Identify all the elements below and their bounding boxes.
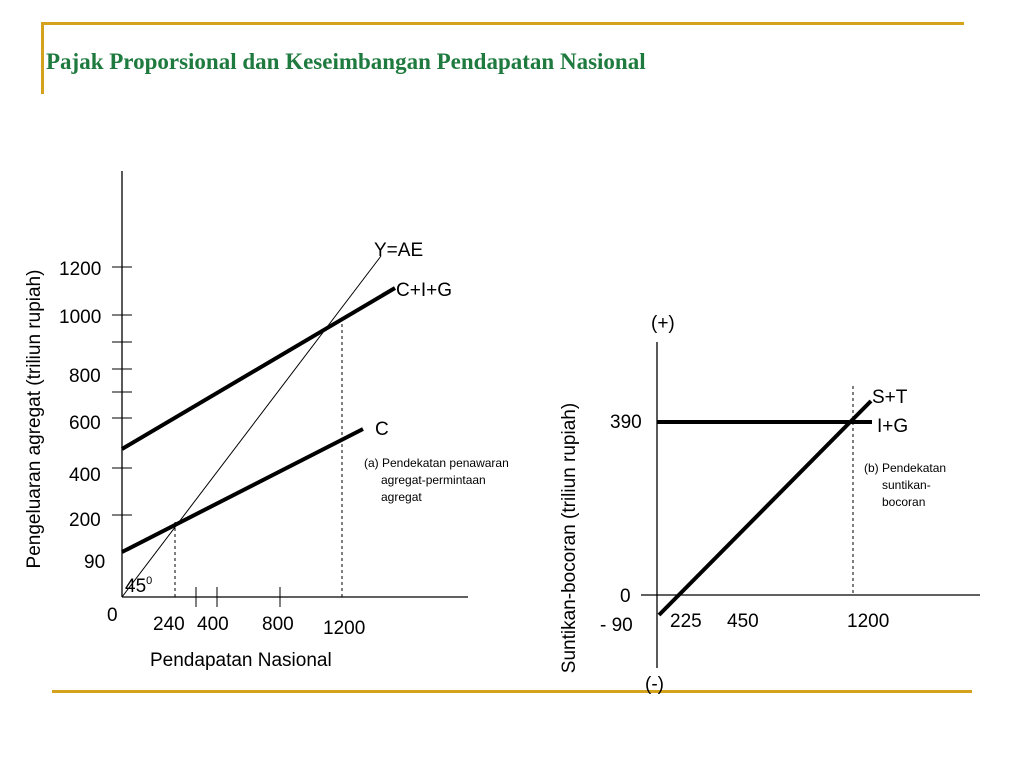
right-caption-line: suntikan- [882,478,931,492]
right-zero-label: 0 [620,586,631,607]
left-x-tick-label: 800 [262,614,294,635]
left-origin-label: 0 [107,605,118,626]
series-line-st [659,401,871,615]
right-x-tick-label: 1200 [847,611,890,632]
series-line-cig [122,288,395,449]
series-label-ig: I+G [877,416,909,437]
right-y-tick-label: 390 [610,412,642,433]
right-y-axis-title: Suntikan-bocoran (triliun rupiah) [559,402,580,674]
left-y-tick-label: 90 [84,552,106,573]
left-caption-line: agregat [381,490,422,504]
series-label-y-ae: Y=AE [374,240,424,261]
left-x-tick-label: 400 [197,614,229,635]
left-y-tick-label: 200 [69,510,101,531]
right-x-tick-label: 450 [727,611,759,632]
right-plus-label: (+) [651,313,675,334]
angle-label [125,575,152,597]
left-y-tick-label: 1000 [59,307,102,328]
left-caption-line: agregat-permintaan [381,473,486,487]
right-x-tick-label: 225 [670,611,702,632]
left-x-tick-label: 1200 [323,618,366,639]
series-label-cig: C+I+G [396,280,452,301]
left-y-tick-label: 800 [69,366,101,387]
series-label-st: S+T [872,387,908,408]
series-label-c: C [375,419,389,440]
right-caption-line: (b) Pendekatan [864,461,947,475]
left-y-tick-label: 1200 [59,259,102,280]
right-minus-label: (-) [645,674,664,695]
right-panel [559,313,980,695]
angle-value: 45 [125,576,147,597]
series-line-c [122,429,363,552]
right-y-tick-label: - 90 [600,615,633,636]
right-caption-line: bocoran [882,495,926,509]
left-x-axis-title: Pendapatan Nasional [150,650,332,671]
left-x-tick-label: 240 [153,614,185,635]
left-y-axis-title: Pengeluaran agregat (triliun rupiah) [24,269,45,569]
left-caption-line: (a) Pendekatan penawaran [364,456,509,470]
slide-title: Pajak Proporsional dan Keseimbangan Pendapatan Nasional [46,49,646,74]
angle-degree: 0 [146,575,153,587]
left-y-tick-label: 600 [69,413,101,434]
left-panel [24,171,509,671]
left-y-tick-label: 400 [69,465,101,486]
